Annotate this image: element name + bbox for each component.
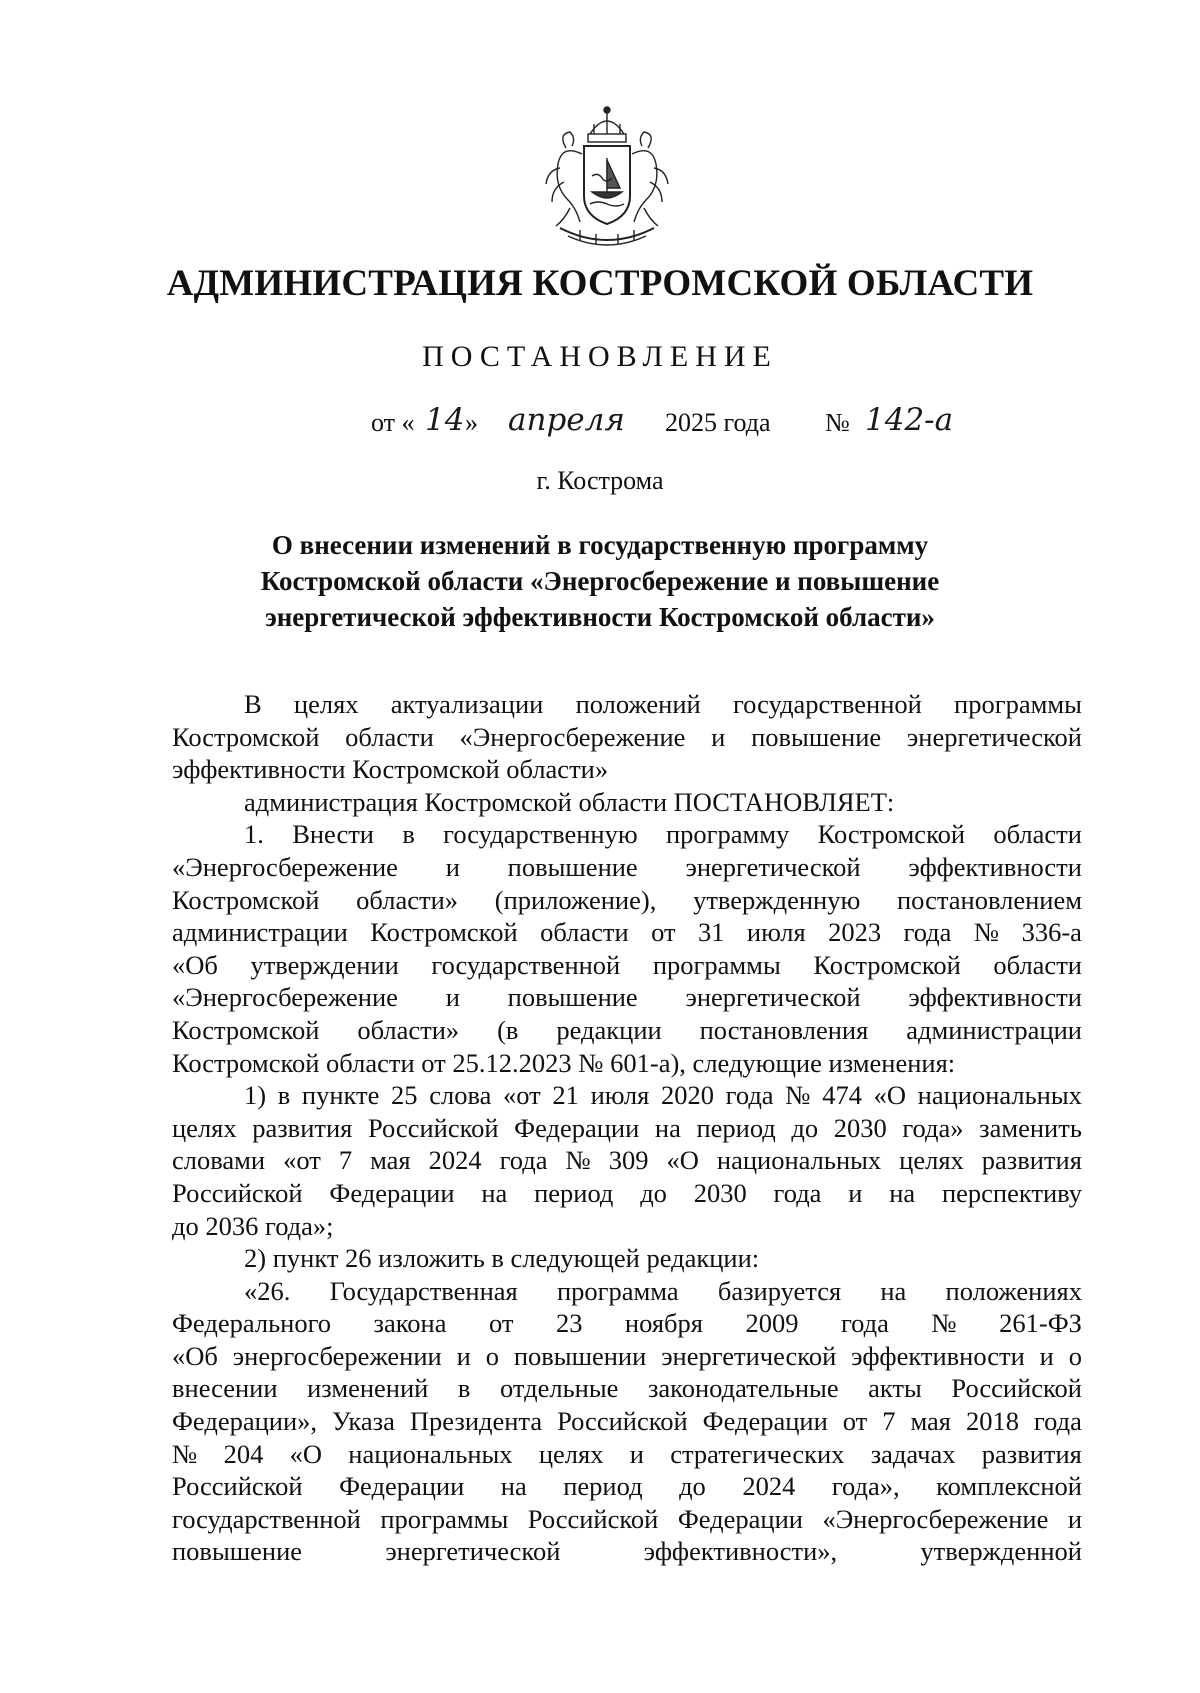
body-word: «О <box>666 1145 699 1176</box>
body-word: утвержденную <box>693 884 861 915</box>
body-word: энергетической <box>685 982 861 1013</box>
body-word: Государственная <box>329 1275 518 1306</box>
date-line <box>371 402 1091 446</box>
body-word: «О <box>289 1438 322 1469</box>
body-line <box>172 1177 1082 1210</box>
body-line: администрация Костромской области ПОСТАНОВЛЯЕТ: <box>244 786 895 817</box>
body-word: Федерации <box>702 1406 828 1437</box>
body-word: задачах <box>870 1438 956 1469</box>
body-line <box>172 916 1082 949</box>
body-word: Костромской <box>370 917 518 948</box>
body-word: повышении <box>513 1340 647 1371</box>
body-word: постановлением <box>897 884 1082 915</box>
body-word: Российской <box>172 1471 303 1502</box>
body-word: эффективности <box>851 1340 1025 1371</box>
body-word: утверждении <box>250 949 399 980</box>
body-word: «Об <box>172 1340 218 1371</box>
body-word: энергетической <box>685 851 861 882</box>
body-word: «26. <box>244 1275 291 1306</box>
body-word: положений <box>575 689 701 719</box>
body-word: на <box>481 1177 508 1208</box>
body-line <box>172 721 1082 754</box>
body-word: Костромской <box>172 721 320 752</box>
body-word: и <box>848 1177 863 1208</box>
body-word: 7 <box>338 1145 353 1176</box>
body-word: области <box>993 949 1082 980</box>
body-word: Российской <box>951 1373 1082 1404</box>
body-word: «Энергосбережение <box>172 982 398 1013</box>
date-month-handwritten: апреля <box>508 402 625 438</box>
body-word: и <box>711 721 726 752</box>
body-word: мая <box>910 1406 951 1437</box>
body-word: года <box>903 917 952 948</box>
body-word: Костромской <box>813 949 961 980</box>
body-word: «О <box>873 1080 906 1111</box>
body-word: программы <box>652 949 781 980</box>
title-line: О внесении изменений в государственную программу <box>271 530 929 560</box>
document-number-handwritten: 142-а <box>865 402 954 438</box>
date-year: 2025 года <box>665 408 771 437</box>
body-word: на <box>654 1112 681 1143</box>
body-line <box>172 1014 1082 1047</box>
body-word: года <box>773 1177 822 1208</box>
body-word: энергетической <box>906 721 1082 752</box>
body-line <box>172 1470 1082 1503</box>
body-word: эффективности <box>908 851 1082 882</box>
body-word: и <box>445 982 460 1013</box>
body-word: и <box>456 1340 471 1371</box>
body-word: постановления <box>699 1014 869 1045</box>
body-word: 21 <box>552 1080 579 1111</box>
body-word: энергосбережении <box>232 1340 442 1371</box>
body-word: 309 <box>608 1145 649 1176</box>
body-word: от <box>488 1308 514 1339</box>
body-word: и <box>1039 1340 1054 1371</box>
body-word: № <box>565 1145 591 1176</box>
body-line: Костромской области от 25.12.2023 № 601-а), следующие изменения: <box>172 1047 956 1078</box>
number-sign: № <box>825 408 850 437</box>
body-word: национальных <box>917 1080 1082 1111</box>
title-line: энергетической эффективности Костромской области» <box>265 602 935 632</box>
body-word: в <box>277 1080 291 1111</box>
coat-of-arms-emblem <box>540 104 674 252</box>
body-word: государственной <box>431 949 621 980</box>
body-word: Федерации <box>677 1503 803 1534</box>
body-word: целях <box>172 1112 237 1143</box>
body-word: года», <box>831 1471 900 1502</box>
body-word: Костромской <box>172 1014 320 1045</box>
body-word: на <box>500 1471 527 1502</box>
body-word: администрации <box>172 917 348 948</box>
body-line: до 2036 года»; <box>172 1210 334 1241</box>
body-word: изменений <box>307 1373 429 1404</box>
body-word: Федерации <box>329 1177 455 1208</box>
body-word: национальных <box>716 1145 882 1176</box>
body-line: эффективности Костромской области» <box>172 754 609 785</box>
body-word: период <box>534 1177 614 1208</box>
body-word: Федерации <box>514 1112 640 1143</box>
document-body <box>172 688 1082 1568</box>
body-word: повышение <box>172 1536 303 1567</box>
body-word: «Энергосбережение <box>172 851 398 882</box>
date-day-handwritten: 14 <box>425 402 465 438</box>
body-line <box>172 1535 1082 1568</box>
body-word: области» <box>357 1014 460 1045</box>
body-word: энергетической <box>385 1536 561 1567</box>
body-word: Российской <box>557 1406 688 1437</box>
body-word: до <box>679 1471 706 1502</box>
body-word: июля <box>590 1080 650 1111</box>
body-word: 2020 <box>660 1080 714 1111</box>
body-word: «от <box>283 1145 321 1176</box>
body-word: стратегических <box>670 1438 845 1469</box>
body-word: 1) <box>244 1080 267 1111</box>
body-word: (приложение), <box>494 884 657 915</box>
body-word: Указа <box>332 1406 395 1437</box>
body-word: государственной <box>172 1503 361 1534</box>
body-word: в <box>402 819 415 850</box>
body-word: «Энергосбережение <box>822 1503 1049 1534</box>
organization-title: АДМИНИСТРАЦИЯ КОСТРОМСКОЙ ОБЛАСТИ <box>166 263 1034 304</box>
body-word: «Об <box>172 949 218 980</box>
body-word: в <box>457 1373 471 1404</box>
body-word: до <box>791 1112 819 1143</box>
body-word: акты <box>868 1373 922 1404</box>
body-word: до <box>640 1177 667 1208</box>
body-word: № <box>931 1308 957 1339</box>
body-line <box>172 851 1082 884</box>
body-word: Президента <box>409 1406 543 1437</box>
body-word: повышение <box>507 982 638 1013</box>
body-word: внесении <box>172 1373 278 1404</box>
body-word: на <box>880 1275 907 1306</box>
body-word: повышение <box>751 721 882 752</box>
body-line <box>172 818 1082 851</box>
body-word: Костромской <box>172 884 320 915</box>
body-word: № <box>172 1438 198 1469</box>
body-word: № <box>973 917 1000 948</box>
body-line <box>172 1275 1082 1308</box>
body-word: и <box>445 851 460 882</box>
body-word: базируется <box>717 1275 842 1306</box>
body-word: Внести <box>292 819 374 850</box>
body-word: области <box>345 721 434 752</box>
body-word: Федерации», <box>172 1406 318 1437</box>
document-title <box>200 527 1000 635</box>
body-line <box>172 1405 1082 1438</box>
body-word: период <box>563 1471 643 1502</box>
body-word: 2009 <box>745 1308 799 1339</box>
body-word: 2030 <box>833 1112 887 1143</box>
body-word: о <box>1068 1340 1082 1371</box>
body-word: развития <box>252 1112 353 1143</box>
body-word: на <box>889 1177 916 1208</box>
body-word: национальных <box>348 1438 513 1469</box>
body-word: года» <box>902 1112 964 1143</box>
body-word: государственной <box>732 689 922 719</box>
body-word: области» <box>356 884 459 915</box>
body-word: от <box>842 1406 868 1437</box>
body-word: утвержденной <box>920 1536 1082 1567</box>
body-word: государственную <box>443 819 638 850</box>
body-word: словами <box>172 1145 266 1176</box>
body-word: от <box>651 917 676 948</box>
body-word: 7 <box>882 1406 896 1437</box>
body-line <box>172 688 1082 721</box>
body-word: отдельные <box>499 1373 619 1404</box>
body-word: 2024 <box>428 1145 482 1176</box>
body-word: года <box>725 1080 774 1111</box>
body-word: период <box>696 1112 776 1143</box>
body-word: и <box>629 1438 644 1469</box>
date-close-quote: » <box>465 408 478 437</box>
body-word: положениях <box>945 1275 1082 1306</box>
body-word: программы <box>380 1503 509 1534</box>
body-word: 261-ФЗ <box>999 1308 1082 1339</box>
body-word: программа <box>556 1275 679 1306</box>
body-word: № <box>785 1080 811 1111</box>
body-line <box>172 949 1082 982</box>
body-word: 1. <box>244 819 264 850</box>
body-word: «от <box>503 1080 541 1111</box>
coat-of-arms-icon <box>540 104 674 252</box>
body-word: энергетической <box>661 1340 837 1371</box>
body-word: (в <box>497 1014 519 1045</box>
body-word: Российской <box>527 1503 659 1534</box>
body-word: эффективности <box>908 982 1082 1013</box>
body-word: целях <box>899 1145 964 1176</box>
body-word: 23 <box>555 1308 583 1339</box>
body-word: В <box>244 689 262 719</box>
body-word: актуализации <box>390 689 544 719</box>
body-word: о <box>485 1340 499 1371</box>
title-line: Костромской области «Энергосбережение и повышение <box>260 566 940 596</box>
date-prefix: от « <box>371 408 415 437</box>
body-word: 2023 <box>828 917 882 948</box>
body-word: года <box>499 1145 548 1176</box>
body-word: области <box>993 819 1082 850</box>
body-word: повышение <box>507 851 638 882</box>
document-type: ПОСТАНОВЛЕНИЕ <box>422 340 778 373</box>
body-line <box>172 1340 1082 1373</box>
body-word: администрации <box>906 1014 1082 1045</box>
body-line <box>172 981 1082 1014</box>
body-word: 2024 <box>742 1471 796 1502</box>
body-word: законодательные <box>647 1373 839 1404</box>
body-word: «Энергосбережение <box>459 721 686 752</box>
body-word: Российской <box>367 1112 499 1143</box>
body-word: года <box>840 1308 889 1339</box>
body-line <box>172 1144 1082 1177</box>
body-word: комплексной <box>936 1471 1082 1502</box>
body-word: целях <box>538 1438 604 1469</box>
body-line <box>172 1372 1082 1405</box>
body-word: 31 <box>697 917 725 948</box>
body-word: редакции <box>556 1014 662 1045</box>
body-word: мая <box>370 1145 411 1176</box>
body-word: Федерального <box>172 1308 332 1339</box>
body-word: 474 <box>822 1080 862 1111</box>
body-word: развития <box>981 1438 1082 1469</box>
body-line <box>172 1079 1082 1112</box>
body-line <box>172 1503 1082 1536</box>
body-word: ноября <box>624 1308 703 1339</box>
body-word: заменить <box>979 1112 1082 1143</box>
body-word: перспективу <box>941 1177 1082 1208</box>
body-line: 2) пункт 26 изложить в следующей редакции: <box>244 1243 760 1274</box>
body-word: 2018 <box>965 1406 1019 1437</box>
body-word: программу <box>665 819 790 850</box>
body-word: пункте <box>301 1080 380 1111</box>
body-word: 25 <box>391 1080 418 1111</box>
city: г. Кострома <box>536 466 664 495</box>
body-word: программы <box>954 689 1082 719</box>
body-word: 204 <box>223 1438 264 1469</box>
body-word: целях <box>293 689 359 719</box>
body-word: закона <box>373 1308 447 1339</box>
body-line <box>172 1438 1082 1471</box>
body-word: Костромской <box>817 819 966 850</box>
body-word: Федерации <box>339 1471 465 1502</box>
body-line <box>172 1307 1082 1340</box>
body-word: и <box>1067 1503 1082 1534</box>
body-word: развития <box>981 1145 1082 1176</box>
body-word: Российской <box>172 1177 303 1208</box>
body-word: года <box>1033 1406 1082 1437</box>
body-word: июля <box>746 917 806 948</box>
body-word: слова <box>429 1080 492 1111</box>
body-line <box>172 884 1082 917</box>
body-word: области <box>540 917 629 948</box>
body-line <box>172 1112 1082 1145</box>
body-word: эффективности», <box>643 1536 838 1567</box>
body-word: 2030 <box>693 1177 747 1208</box>
body-word: 336-а <box>1021 917 1082 948</box>
